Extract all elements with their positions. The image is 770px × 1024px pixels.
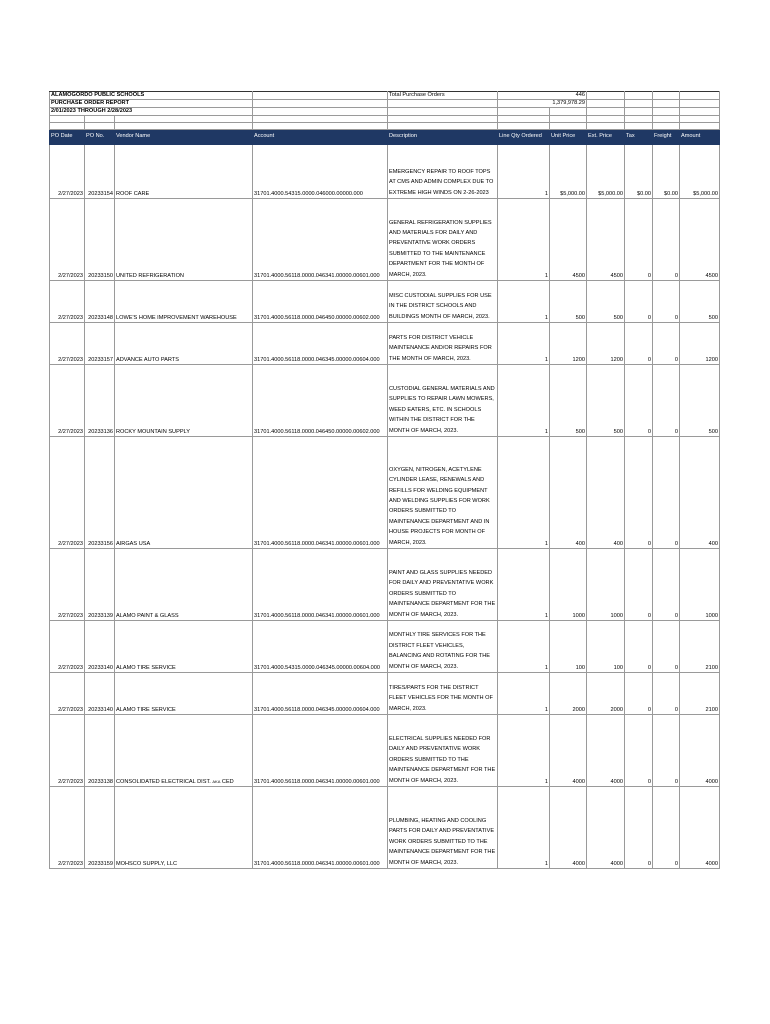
ext-price-cell: 500 [587, 364, 625, 436]
tax-cell: 0 [625, 620, 653, 672]
freight-cell: 0 [653, 198, 680, 280]
unit-price-cell: 400 [550, 436, 587, 548]
unit-price-cell: 4500 [550, 198, 587, 280]
unit-price-cell: 1000 [550, 548, 587, 620]
po-date-cell: 2/27/2023 [50, 198, 85, 280]
ext-price-cell: 2000 [587, 672, 625, 714]
unit-price-cell: 4000 [550, 786, 587, 868]
col-po-no: PO No. [85, 129, 115, 144]
qty-cell: 1 [498, 322, 550, 364]
unit-price-cell: 1200 [550, 322, 587, 364]
tax-cell: 0 [625, 672, 653, 714]
unit-price-cell: 500 [550, 364, 587, 436]
vendor-cell: ADVANCE AUTO PARTS [115, 322, 253, 364]
report-title: PURCHASE ORDER REPORT [50, 99, 253, 107]
col-description: Description [388, 129, 498, 144]
header-row-1 [50, 92, 720, 100]
ext-price-cell: 4500 [587, 198, 625, 280]
description-cell: CUSTODIAL GENERAL MATERIALS AND SUPPLIES TO REPAIR LAWN MOWERS, WEED EATERS, ETC. IN SCHOOLS WITHIN THE DISTRICT FOR THE MONTH OF MARCH, 2023. [388, 364, 498, 436]
po-number-cell: 20233154 [85, 144, 115, 198]
table-row [50, 620, 720, 672]
description-cell: TIRES/PARTS FOR THE DISTRICT FLEET VEHICLES FOR THE MONTH OF MARCH, 2023. [388, 672, 498, 714]
po-date-cell: 2/27/2023 [50, 364, 85, 436]
unit-price-cell: 100 [550, 620, 587, 672]
qty-cell: 1 [498, 144, 550, 198]
freight-cell: 0 [653, 436, 680, 548]
col-vendor: Vendor Name [115, 129, 253, 144]
account-cell: 31701.4000.56118.0000.046345.00000.00604.000 [253, 322, 388, 364]
po-date-cell: 2/27/2023 [50, 672, 85, 714]
qty-cell: 1 [498, 436, 550, 548]
tax-cell: 0 [625, 436, 653, 548]
report-period: 2/01/2023 THROUGH 2/28/2023 [50, 107, 253, 115]
total-po-count: 446 [498, 92, 587, 100]
qty-cell: 1 [498, 280, 550, 322]
district-name: ALAMOGORDO PUBLIC SCHOOLS [50, 92, 253, 100]
amount-cell: 4500 [680, 198, 720, 280]
freight-cell: 0 [653, 364, 680, 436]
table-row [50, 672, 720, 714]
amount-cell: 1000 [680, 548, 720, 620]
total-po-amount: 1,379,978.29 [498, 99, 587, 107]
unit-price-cell: 500 [550, 280, 587, 322]
qty-cell: 1 [498, 620, 550, 672]
tax-cell: 0 [625, 786, 653, 868]
header-row-3 [50, 107, 720, 115]
freight-cell: 0 [653, 714, 680, 786]
amount-cell: 400 [680, 436, 720, 548]
table-row [50, 786, 720, 868]
table-row [50, 322, 720, 364]
po-date-cell: 2/27/2023 [50, 322, 85, 364]
description-cell: OXYGEN, NITROGEN, ACETYLENE CYLINDER LEASE, RENEWALS AND REFILLS FOR WELDING EQUIPMENT AND WELDING SUPPLIES FOR WORK ORDERS SUBMITTED TO MAINTENANCE DEPARTMENT AND IN HOUSE PROJECTS FOR MONTH OF MARCH, 2023. [388, 436, 498, 548]
qty-cell: 1 [498, 714, 550, 786]
table-row [50, 280, 720, 322]
po-number-cell: 20233150 [85, 198, 115, 280]
column-header-row [50, 129, 720, 144]
col-ext-price: Ext. Price [587, 129, 625, 144]
col-tax: Tax [625, 129, 653, 144]
freight-cell: 0 [653, 322, 680, 364]
po-number-cell: 20233139 [85, 548, 115, 620]
tax-cell: $0.00 [625, 144, 653, 198]
table-row [50, 144, 720, 198]
po-date-cell: 2/27/2023 [50, 786, 85, 868]
description-cell: PAINT AND GLASS SUPPLIES NEEDED FOR DAILY AND PREVENTATIVE WORK ORDERS SUBMITTED TO MAINTENANCE DEPARTMENT FOR THE MONTH OF MARCH, 2023. [388, 548, 498, 620]
account-cell: 31701.4000.56118.0000.046341.00000.00601.000 [253, 198, 388, 280]
freight-cell: 0 [653, 280, 680, 322]
table-row [50, 436, 720, 548]
description-cell: EMERGENCY REPAIR TO ROOF TOPS AT CMS AND ADMIN COMPLEX DUE TO EXTREME HIGH WINDS ON 2-26-2023 [388, 144, 498, 198]
unit-price-cell: $5,000.00 [550, 144, 587, 198]
amount-cell: 1200 [680, 322, 720, 364]
account-cell: 31701.4000.56118.0000.046341.00000.00601.000 [253, 548, 388, 620]
ext-price-cell: 100 [587, 620, 625, 672]
po-number-cell: 20233156 [85, 436, 115, 548]
description-cell: PLUMBING, HEATING AND COOLING PARTS FOR DAILY AND PREVENTATIVE WORK ORDERS SUBMITTED TO THE MAINTENANCE DEPARTMENT FOR THE MONTH OF MARCH, 2023. [388, 786, 498, 868]
amount-cell: $5,000.00 [680, 144, 720, 198]
freight-cell: 0 [653, 672, 680, 714]
ext-price-cell: 4000 [587, 714, 625, 786]
tax-cell: 0 [625, 714, 653, 786]
description-cell: ELECTRICAL SUPPLIES NEEDED FOR DAILY AND PREVENTATIVE WORK ORDERS SUBMITTED TO THE MAINTENANCE DEPARTMENT FOR THE MONTH OF MARCH, 2023. [388, 714, 498, 786]
tax-cell: 0 [625, 364, 653, 436]
qty-cell: 1 [498, 786, 550, 868]
ext-price-cell: $5,000.00 [587, 144, 625, 198]
po-number-cell: 20233140 [85, 620, 115, 672]
table-row [50, 364, 720, 436]
vendor-cell: MOHSCO SUPPLY, LLC [115, 786, 253, 868]
table-row [50, 198, 720, 280]
description-cell: PARTS FOR DISTRICT VEHICLE MAINTENANCE AND/OR REPAIRS FOR THE MONTH OF MARCH, 2023. [388, 322, 498, 364]
freight-cell: $0.00 [653, 144, 680, 198]
account-cell: 31701.4000.56118.0000.046345.00000.00604.000 [253, 672, 388, 714]
table-row [50, 548, 720, 620]
vendor-cell: UNITED REFRIGERATION [115, 198, 253, 280]
table-row [50, 714, 720, 786]
header-row-2 [50, 99, 720, 107]
vendor-cell: ROCKY MOUNTAIN SUPPLY [115, 364, 253, 436]
col-account: Account [253, 129, 388, 144]
qty-cell: 1 [498, 548, 550, 620]
description-cell: GENERAL REFRIGERATION SUPPLIES AND MATERIALS FOR DAILY AND PREVENTATIVE WORK ORDERS SUBMITTED TO THE MAINTENANCE DEPARTMENT FOR THE MONTH OF MARCH, 2023. [388, 198, 498, 280]
account-cell: 31701.4000.56118.0000.046341.00000.00601.000 [253, 714, 388, 786]
vendor-cell: CONSOLIDATED ELECTRICAL DIST. aka CED [115, 714, 253, 786]
qty-cell: 1 [498, 198, 550, 280]
ext-price-cell: 1000 [587, 548, 625, 620]
unit-price-cell: 2000 [550, 672, 587, 714]
po-date-cell: 2/27/2023 [50, 548, 85, 620]
account-cell: 31701.4000.54315.0000.046000.00000.000 [253, 144, 388, 198]
po-number-cell: 20233157 [85, 322, 115, 364]
vendor-cell: LOWE'S HOME IMPROVEMENT WAREHOUSE [115, 280, 253, 322]
ext-price-cell: 400 [587, 436, 625, 548]
po-date-cell: 2/27/2023 [50, 436, 85, 548]
po-date-cell: 2/27/2023 [50, 620, 85, 672]
col-unit-price: Unit Price [550, 129, 587, 144]
description-cell: MISC CUSTODIAL SUPPLIES FOR USE IN THE DISTRICT SCHOOLS AND BUILDINGS MONTH OF MARCH, 2023. [388, 280, 498, 322]
unit-price-cell: 4000 [550, 714, 587, 786]
purchase-order-table [49, 91, 720, 869]
vendor-cell: ALAMO PAINT & GLASS [115, 548, 253, 620]
ext-price-cell: 4000 [587, 786, 625, 868]
col-qty: Line Qty Ordered [498, 129, 550, 144]
amount-cell: 4000 [680, 786, 720, 868]
col-amount: Amount [680, 129, 720, 144]
tax-cell: 0 [625, 280, 653, 322]
description-cell: MONTHLY TIRE SERVICES FOR THE DISTRICT FLEET VEHICLES, BALANCING AND ROTATING FOR THE MONTH OF MARCH, 2023. [388, 620, 498, 672]
vendor-cell: ALAMO TIRE SERVICE [115, 672, 253, 714]
po-number-cell: 20233159 [85, 786, 115, 868]
ext-price-cell: 1200 [587, 322, 625, 364]
qty-cell: 1 [498, 672, 550, 714]
account-cell: 31701.4000.56118.0000.046450.00000.00602.000 [253, 280, 388, 322]
account-cell: 31701.4000.56118.0000.046341.00000.00601.000 [253, 786, 388, 868]
amount-cell: 500 [680, 280, 720, 322]
tax-cell: 0 [625, 548, 653, 620]
po-date-cell: 2/27/2023 [50, 714, 85, 786]
amount-cell: 2100 [680, 672, 720, 714]
po-number-cell: 20233136 [85, 364, 115, 436]
purchase-order-sheet [49, 91, 719, 869]
vendor-cell: ALAMO TIRE SERVICE [115, 620, 253, 672]
amount-cell: 4000 [680, 714, 720, 786]
amount-cell: 500 [680, 364, 720, 436]
ext-price-cell: 500 [587, 280, 625, 322]
freight-cell: 0 [653, 620, 680, 672]
col-freight: Freight [653, 129, 680, 144]
po-date-cell: 2/27/2023 [50, 144, 85, 198]
vendor-cell: AIRGAS USA [115, 436, 253, 548]
qty-cell: 1 [498, 364, 550, 436]
account-cell: 31701.4000.56118.0000.046341.00000.00601.000 [253, 436, 388, 548]
account-cell: 31701.4000.56118.0000.046450.00000.00602.000 [253, 364, 388, 436]
po-number-cell: 20233138 [85, 714, 115, 786]
amount-cell: 2100 [680, 620, 720, 672]
account-cell: 31701.4000.54315.0000.046345.00000.00604.000 [253, 620, 388, 672]
po-number-cell: 20233148 [85, 280, 115, 322]
vendor-cell: ROOF CARE [115, 144, 253, 198]
po-number-cell: 20233140 [85, 672, 115, 714]
col-po-date: PO Date [50, 129, 85, 144]
summary-label-2 [388, 99, 498, 107]
tax-cell: 0 [625, 322, 653, 364]
summary-label: Total Purchase Orders [388, 92, 498, 100]
tax-cell: 0 [625, 198, 653, 280]
freight-cell: 0 [653, 786, 680, 868]
freight-cell: 0 [653, 548, 680, 620]
po-date-cell: 2/27/2023 [50, 280, 85, 322]
